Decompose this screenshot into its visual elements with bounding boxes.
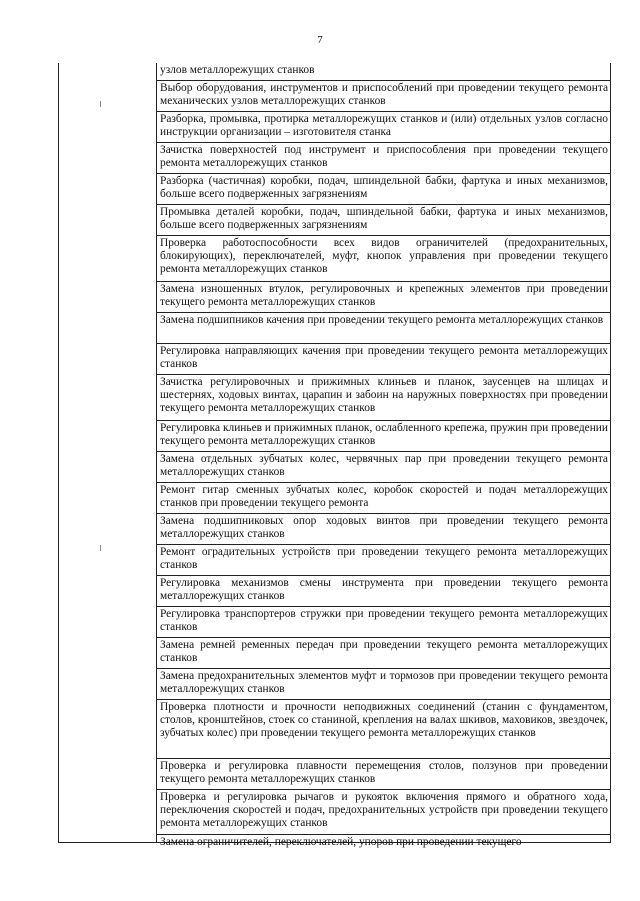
table-row: Зачистка поверхностей под инструмент и приспособления при проведении текущего ремонта металлорежущих станков [157,142,611,173]
table-row: Регулировка механизмов смены инструмента при проведении текущего ремонта металлорежущих станков [157,575,611,606]
table-row: Проверка и регулировка рычагов и рукояток включения прямого и обратного хода, переключения скоростей и подач, предохранительных устройств при проведении текущего ремонта металлорежущих станков [157,789,611,834]
table-row: Регулировка транспортеров стружки при проведении текущего ремонта металлорежущих станков [157,606,611,637]
table-row: Промывка деталей коробки, подач, шпиндельной бабки, фартука и иных механизмов, больше всего подверженных загрязнениям [157,204,611,235]
table-row: Регулировка направляющих качения при проведении текущего ремонта металлорежущих станков [157,343,611,374]
table-row: Разборка (частичная) коробки, подач, шпиндельной бабки, фартука и иных механизмов, больше всего подверженных загрязнениям [157,173,611,204]
table-row: Проверка плотности и прочности неподвижных соединений (станин с фундаментом, столов, кронштейнов, стоек со станиной, крепления на валах шкивов, маховиков, звездочек, зубчатых колес) при проведении текущего ремонта металлорежущих станков [157,699,611,758]
table-row: Замена подшипниковых опор ходовых винтов при проведении текущего ремонта металлорежущих станков [157,513,611,544]
table-row: Замена ремней ременных передач при проведении текущего ремонта металлорежущих станков [157,637,611,668]
scan-mark [100,101,101,107]
table-row: Ремонт гитар сменных зубчатых колес, коробок скоростей и подач металлорежущих станков при проведении текущего ремонта [157,482,611,513]
work-functions-table [58,63,611,848]
table-row: Замена подшипников качения при проведении текущего ремонта металлорежущих станков [157,312,611,343]
table-row: Выбор оборудования, инструментов и приспособлений при проведении текущего ремонта механических узлов металлорежущих станков [157,80,611,111]
left-column-cell [59,63,157,842]
right-column [157,63,611,848]
table-row: Замена предохранительных элементов муфт и тормозов при проведении текущего ремонта металлорежущих станков [157,668,611,699]
table-row: узлов металлорежущих станков [160,64,315,76]
table-row: Проверка и регулировка плавности перемещения столов, ползунов при проведении текущего ремонта металлорежущих станков [157,758,611,789]
scan-mark [100,545,101,551]
table-row: Замена изношенных втулок, регулировочных и крепежных элементов при проведении текущего ремонта металлорежущих станков [157,281,611,312]
table-row: Проверка работоспособности всех видов ограничителей (предохранительных, блокирующих), переключателей, муфт, кнопок управления при проведении текущего ремонта металлорежущих станков [157,235,611,281]
table-row: Ремонт оградительных устройств при проведении текущего ремонта металлорежущих станков [157,544,611,575]
table-row: Разборка, промывка, протирка металлорежущих станков и (или) отдельных узлов согласно инструкции организации – изготовителя станка [157,111,611,142]
table-row: Замена отдельных зубчатых колес, червячных пар при проведении текущего ремонта металлорежущих станков [157,451,611,482]
table-row: Регулировка клиньев и прижимных планок, ослабленного крепежа, пружин при проведении текущего ремонта металлорежущих станков [157,420,611,451]
page-number: 7 [317,34,323,46]
table-row: Зачистка регулировочных и прижимных клиньев и планок, заусенцев на шлицах и шестернях, ходовых винтах, царапин и забоин на наружных поверхностях при проведении текущего ремонта металлорежущих станков [157,374,611,420]
table-row: Замена ограничителей, переключателей, упоров при проведении текущего [157,834,611,863]
